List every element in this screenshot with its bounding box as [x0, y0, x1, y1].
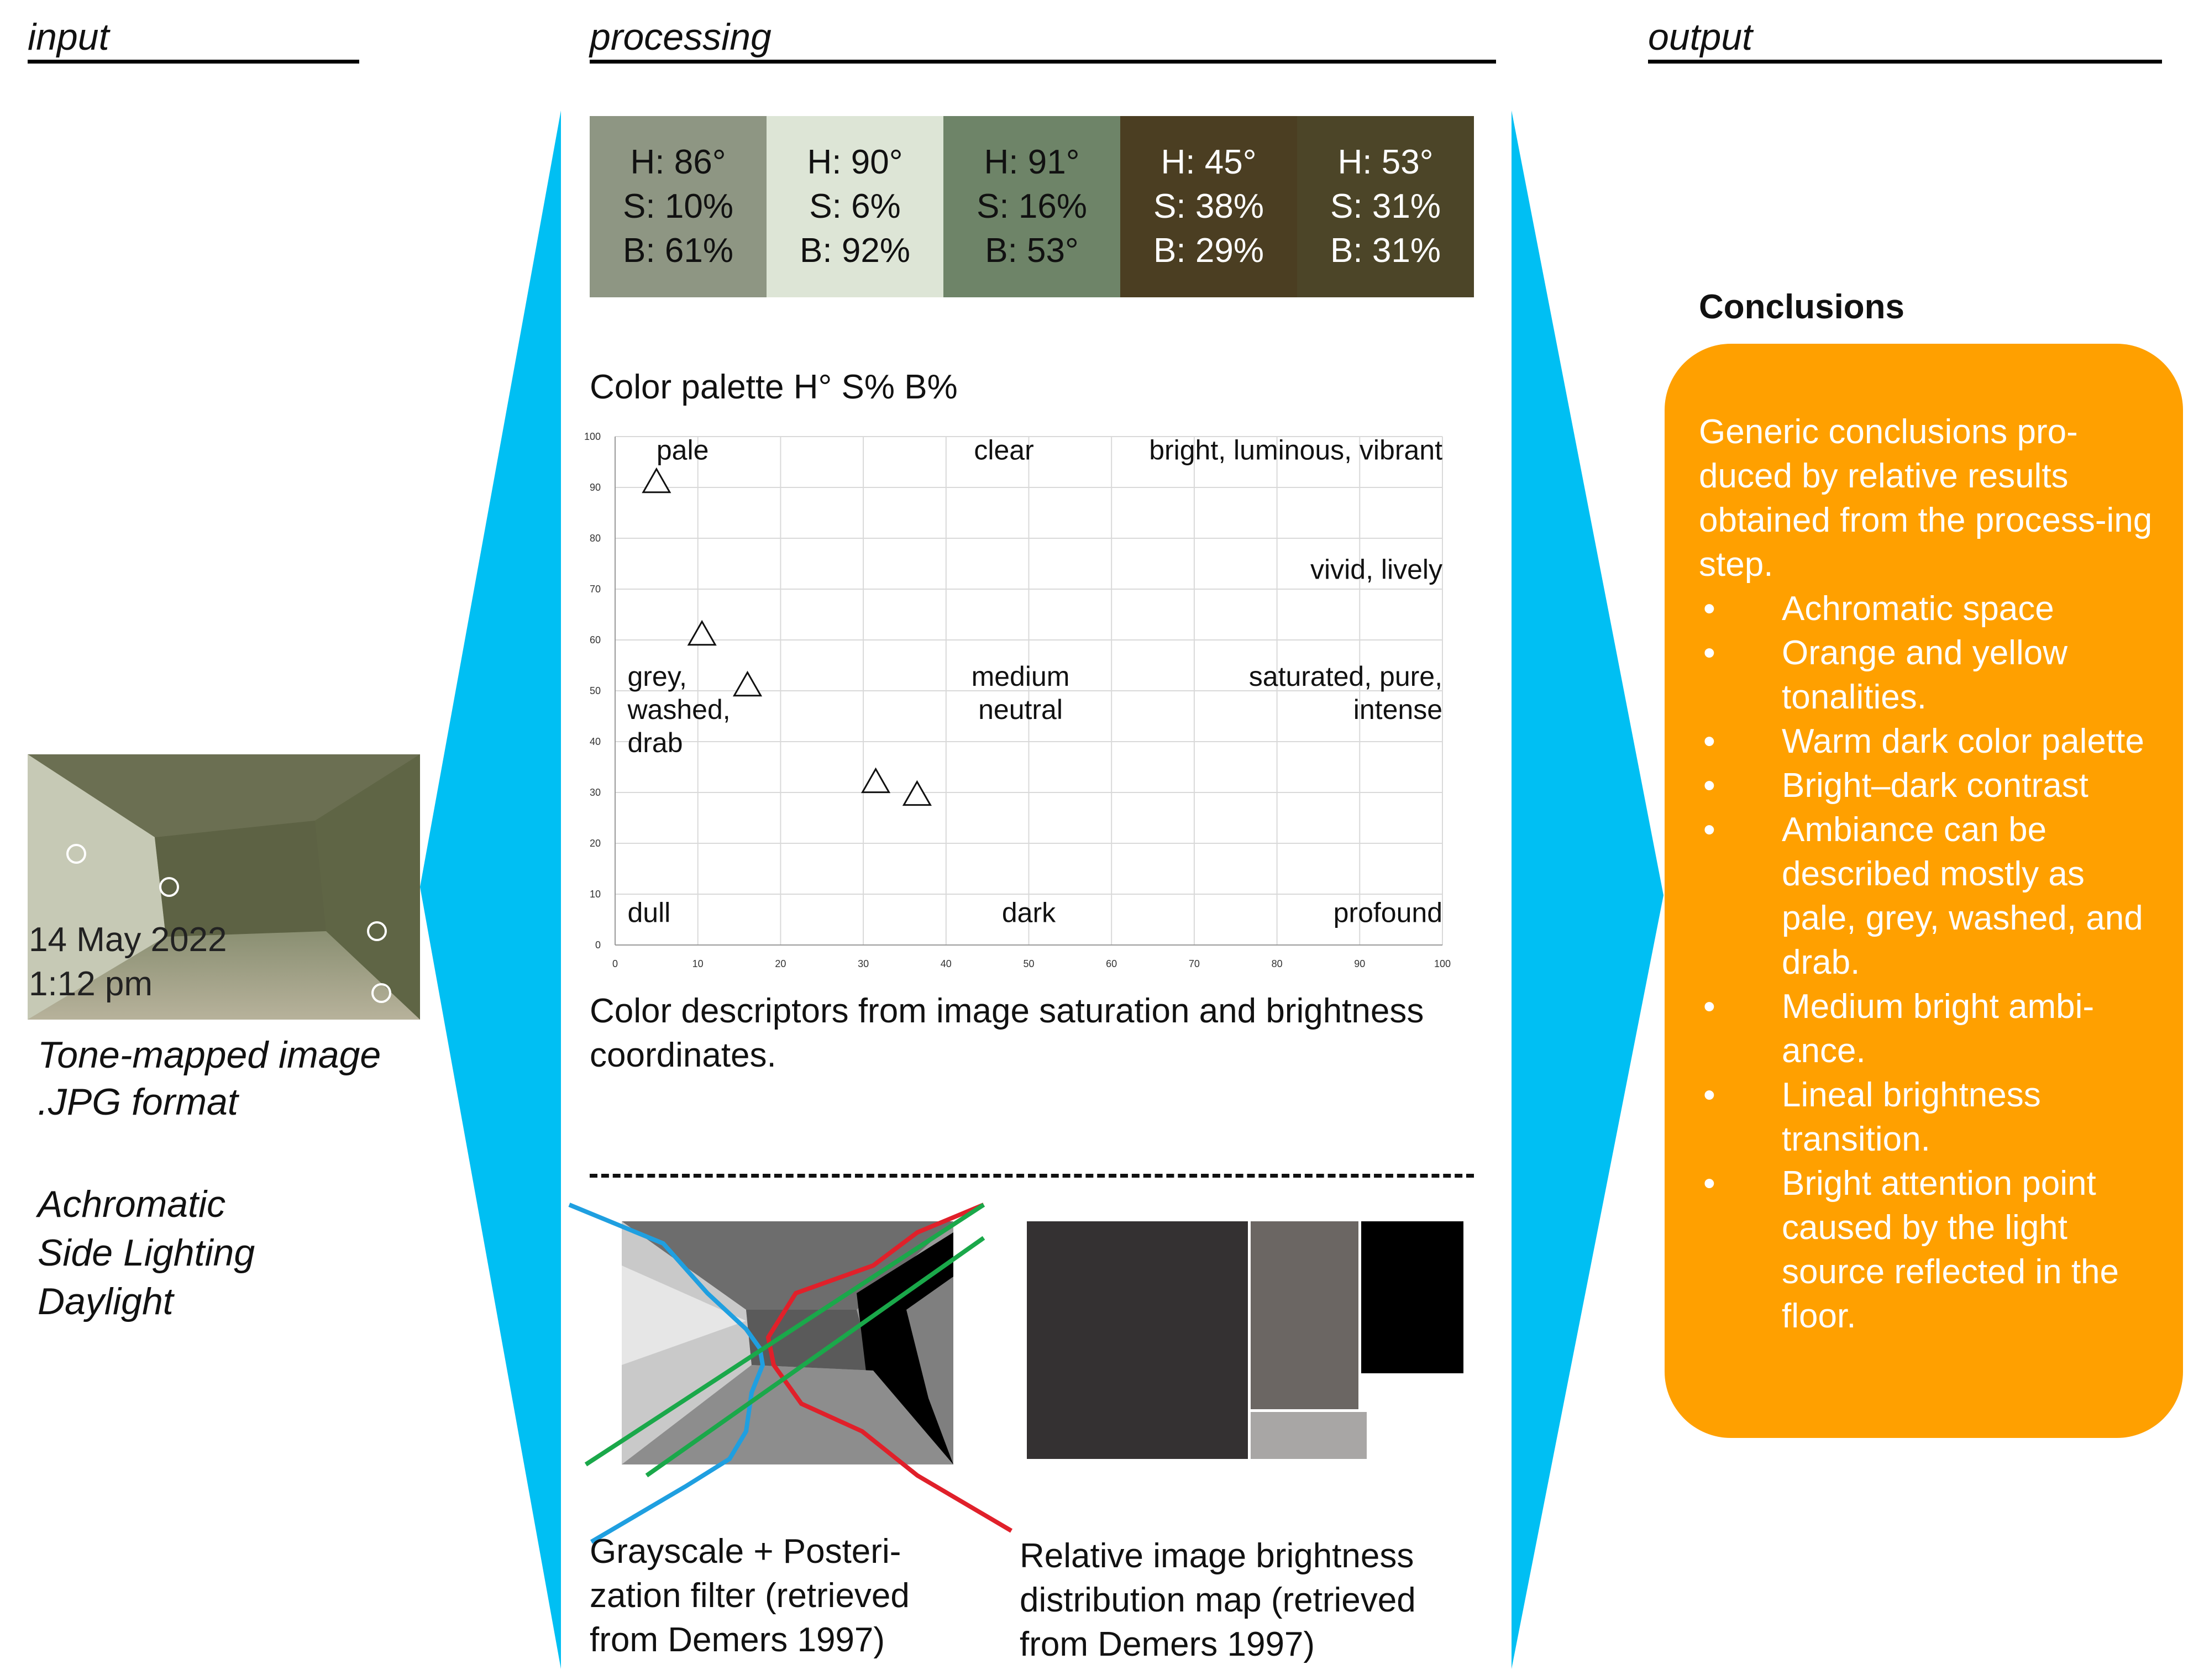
- swatch-3-bri: B: 53°: [985, 232, 1079, 270]
- input-tag-side-lighting: Side Lighting: [38, 1232, 255, 1274]
- palette-swatch-4: [1120, 116, 1297, 297]
- x-tick-label: 100: [1434, 958, 1451, 969]
- input-caption-line2: .JPG format: [38, 1081, 238, 1123]
- tone-mapped-photo: [28, 754, 420, 1020]
- swatch-5-bri: B: 31%: [1330, 232, 1441, 270]
- region-label: bright, luminous, vibrant: [1149, 434, 1442, 466]
- brightness-distribution-map: [1027, 1221, 1469, 1464]
- conclusion-item: • Achromatic space: [1699, 587, 2161, 631]
- x-tick-label: 0: [612, 958, 618, 969]
- swatch-3-hue: H: 91°: [984, 143, 1080, 181]
- section-divider: [590, 1174, 1474, 1178]
- conclusions-title: Conclusions: [1699, 288, 1905, 326]
- region-label: grey, washed, drab: [627, 660, 731, 758]
- region-label: vivid, lively: [1310, 554, 1442, 585]
- y-tick-label: 50: [589, 685, 601, 696]
- conclusions-box: [1665, 344, 2183, 1438]
- region-label: profound: [1333, 897, 1442, 928]
- input-header: input: [28, 16, 109, 58]
- x-tick-label: 70: [1188, 958, 1200, 969]
- y-tick-label: 60: [589, 634, 601, 645]
- brightness-caption-line1: Relative image brightness: [1020, 1537, 1414, 1575]
- output-header-rule: [1648, 60, 2162, 64]
- brightness-caption-line2: distribution map (retrieved: [1020, 1581, 1416, 1619]
- input-tag-daylight: Daylight: [38, 1280, 174, 1322]
- brightness-caption-line3: from Demers 1997): [1020, 1625, 1315, 1663]
- x-tick-label: 50: [1023, 958, 1035, 969]
- region-label: pale: [656, 434, 709, 466]
- data-point-triangle: [904, 782, 930, 805]
- region-label: clear: [974, 434, 1034, 466]
- data-point-triangle: [734, 673, 761, 696]
- y-tick-label: 10: [589, 889, 601, 900]
- conclusion-item: • Warm dark color palette: [1699, 720, 2161, 764]
- input-header-rule: [28, 60, 359, 64]
- posterize-caption-line2: zation filter (retrieved: [590, 1577, 910, 1615]
- swatch-1-bri: B: 61%: [623, 232, 733, 270]
- region-label: dark: [1001, 897, 1056, 928]
- palette-swatch-3: [943, 116, 1120, 297]
- swatch-2-hue: H: 90°: [807, 143, 903, 181]
- conclusions-list: [1699, 587, 2161, 1338]
- x-tick-label: 60: [1106, 958, 1117, 969]
- swatch-4-bri: B: 29%: [1153, 232, 1264, 270]
- conclusion-item: • Bright–dark contrast: [1699, 764, 2161, 808]
- conclusion-item: • Orange and yellow tonalities.: [1699, 631, 2161, 720]
- chart-svg: [586, 431, 1492, 984]
- x-tick-label: 40: [940, 958, 952, 969]
- swatch-1-hue: H: 86°: [630, 143, 726, 181]
- x-tick-label: 30: [858, 958, 869, 969]
- saturation-brightness-chart: [586, 431, 1492, 984]
- palette-swatch-2: [767, 116, 943, 297]
- region-label: medium neutral: [971, 660, 1070, 725]
- x-tick-label: 80: [1271, 958, 1283, 969]
- data-point-triangle: [643, 469, 670, 492]
- y-tick-label: 30: [589, 787, 601, 798]
- swatch-5-sat: S: 31%: [1330, 187, 1441, 225]
- conclusion-item: • Ambiance can be described mostly as pale, grey, washed, and drab.: [1699, 808, 2161, 985]
- y-tick-label: 90: [589, 482, 601, 493]
- swatch-4-sat: S: 38%: [1153, 187, 1264, 225]
- x-tick-label: 90: [1354, 958, 1366, 969]
- y-tick-label: 20: [589, 838, 601, 849]
- input-to-processing-arrow: [414, 111, 569, 1680]
- input-caption-line1: Tone-mapped image: [38, 1034, 381, 1076]
- swatch-4-hue: H: 45°: [1161, 143, 1257, 181]
- data-point-triangle: [863, 769, 889, 792]
- y-tick-label: 100: [584, 431, 601, 442]
- photo-time: 1:12 pm: [29, 965, 153, 1003]
- palette-swatch-5: [1297, 116, 1474, 297]
- y-tick-label: 80: [589, 533, 601, 544]
- photo-date: 14 May 2022: [29, 921, 227, 959]
- conclusions-intro: Generic conclusions pro-duced by relative results obtained from the process-ing step.: [1699, 413, 2153, 584]
- y-tick-label: 70: [589, 584, 601, 595]
- input-tag-achromatic: Achromatic: [38, 1183, 226, 1225]
- conclusion-item: • Lineal brightness transition.: [1699, 1073, 2161, 1162]
- processing-header-rule: [590, 60, 1496, 64]
- swatch-1-sat: S: 10%: [623, 187, 733, 225]
- swatch-3-sat: S: 16%: [977, 187, 1087, 225]
- y-tick-label: 0: [595, 939, 601, 951]
- posterize-caption-line3: from Demers 1997): [590, 1621, 885, 1659]
- posterize-caption-line1: Grayscale + Posteri-: [590, 1532, 901, 1571]
- conclusion-item: • Bright attention point caused by the light source reflected in the floor.: [1699, 1162, 2161, 1338]
- output-header: output: [1648, 16, 1753, 58]
- data-point-triangle: [689, 622, 715, 645]
- swatch-5-hue: H: 53°: [1337, 143, 1434, 181]
- palette-swatch-1: [590, 116, 767, 297]
- conclusion-item: • Medium bright ambi-ance.: [1699, 985, 2161, 1073]
- processing-to-output-arrow: [1503, 111, 1669, 1680]
- x-tick-label: 10: [692, 958, 704, 969]
- posterized-grayscale-image: [564, 1199, 1039, 1553]
- region-label: dull: [627, 897, 671, 928]
- x-tick-label: 20: [775, 958, 786, 969]
- processing-header: processing: [590, 16, 772, 58]
- y-tick-label: 40: [589, 736, 601, 747]
- swatch-2-bri: B: 92%: [800, 232, 910, 270]
- chart-caption: Color descriptors from image saturation and brightness coordinates.: [590, 992, 1424, 1074]
- swatch-2-sat: S: 6%: [809, 187, 901, 225]
- palette-title: Color palette H° S% B%: [590, 368, 958, 406]
- region-label: saturated, pure, intense: [1248, 660, 1442, 725]
